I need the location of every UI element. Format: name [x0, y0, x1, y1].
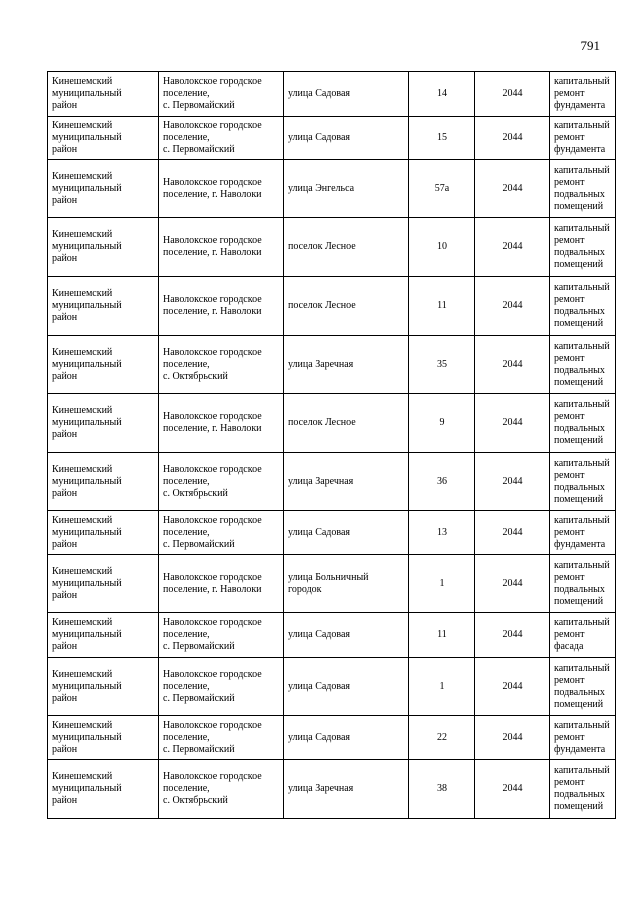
settlement-cell-text: Наволокское городское поселение, г. Наволоки [163, 176, 262, 200]
district-cell-text: Кинешемский муниципальный район [52, 170, 122, 206]
work-type-cell [550, 555, 616, 613]
house-number-cell-text: 13 [437, 526, 447, 538]
work-type-cell [550, 760, 616, 819]
street-cell [284, 218, 409, 277]
street-cell-text: поселок Лесное [288, 417, 356, 428]
house-number-cell [409, 716, 475, 760]
work-type-cell-text: капитальный ремонт подвальных помещений [554, 340, 610, 388]
settlement-cell [159, 336, 284, 394]
year-cell [475, 277, 550, 336]
settlement-cell [159, 160, 284, 218]
work-type-cell-text: капитальный ремонт подвальных помещений [554, 399, 610, 446]
street-cell [284, 336, 409, 394]
settlement-cell [159, 760, 284, 819]
work-type-cell [550, 336, 616, 394]
work-type-cell-text: капитальный ремонт подвальных помещений [554, 559, 610, 607]
house-number-cell [409, 394, 475, 453]
house-number-cell [409, 760, 475, 819]
table-row [48, 760, 616, 819]
district-cell [48, 453, 159, 511]
work-type-cell-text: капитальный ремонт фундамента [554, 120, 610, 155]
street-cell-text: улица Заречная [288, 783, 354, 794]
work-type-cell-text: капитальный ремонт подвальных помещений [554, 457, 610, 505]
house-number-cell [409, 336, 475, 394]
year-cell [475, 760, 550, 819]
year-cell-text: 2044 [502, 241, 523, 252]
house-number-cell-text: 9 [439, 417, 445, 428]
street-cell [284, 555, 409, 613]
year-cell [475, 218, 550, 277]
work-type-cell [550, 218, 616, 277]
house-number-cell-text: 11 [437, 629, 447, 640]
house-number-cell [409, 511, 475, 555]
work-type-cell [550, 613, 616, 658]
table-row [48, 72, 616, 117]
house-number-cell [409, 160, 475, 218]
settlement-cell-text: Наволокское городское поселение, г. Наволоки [163, 294, 262, 317]
year-cell [475, 511, 550, 555]
street-cell-text: улица Садовая [288, 731, 351, 743]
settlement-cell-text: Наволокское городское поселение, г. Наволоки [163, 571, 262, 595]
year-cell-text: 2044 [502, 577, 523, 589]
district-cell [48, 72, 159, 117]
street-cell-text: улица Садовая [288, 132, 351, 143]
district-cell [48, 613, 159, 658]
street-cell [284, 117, 409, 160]
work-type-cell-text: капитальный ремонт подвальных помещений [554, 223, 610, 270]
house-number-cell-text: 1 [439, 577, 445, 589]
year-cell [475, 117, 550, 160]
year-cell-text: 2044 [502, 475, 523, 487]
settlement-cell-text: Наволокское городское поселение, с. Первомайский [163, 668, 262, 704]
house-number-cell-text: 35 [437, 358, 447, 370]
settlement-cell-text: Наволокское городское поселение, с. Первомайский [163, 514, 262, 550]
table-row [48, 336, 616, 394]
work-type-cell [550, 716, 616, 760]
district-cell [48, 511, 159, 555]
year-cell-text: 2044 [502, 417, 523, 428]
street-cell [284, 72, 409, 117]
settlement-cell-text: Наволокское городское поселение, с. Первомайский [163, 617, 262, 652]
district-cell-text: Кинешемский муниципальный район [52, 288, 122, 323]
district-cell-text: Кинешемский муниципальный район [52, 514, 122, 550]
street-cell [284, 658, 409, 716]
settlement-cell [159, 658, 284, 716]
work-type-cell [550, 117, 616, 160]
year-cell-text: 2044 [502, 300, 523, 311]
house-number-cell-text: 57а [434, 182, 450, 194]
street-cell-text: улица Заречная [288, 358, 354, 370]
settlement-cell [159, 555, 284, 613]
street-cell [284, 760, 409, 819]
page-number: 791 [580, 38, 600, 53]
table-row [48, 160, 616, 218]
year-cell [475, 453, 550, 511]
district-cell-text: Кинешемский муниципальный район [52, 120, 122, 155]
work-type-cell [550, 511, 616, 555]
district-cell-text: Кинешемский муниципальный район [52, 719, 122, 755]
house-number-cell-text: 22 [437, 731, 447, 743]
district-cell [48, 555, 159, 613]
table-row [48, 613, 616, 658]
settlement-cell-text: Наволокское городское поселение, с. Первомайский [163, 719, 262, 755]
street-cell-text: улица Больничный городок [288, 571, 369, 595]
year-cell-text: 2044 [502, 783, 523, 794]
work-type-cell [550, 394, 616, 453]
house-number-cell-text: 36 [437, 475, 447, 487]
repair-schedule-table [47, 71, 616, 819]
district-cell [48, 658, 159, 716]
settlement-cell-text: Наволокское городское поселение, г. Наволоки [163, 411, 262, 434]
settlement-cell [159, 72, 284, 117]
table-row [48, 658, 616, 716]
district-cell [48, 760, 159, 819]
district-cell-text: Кинешемский муниципальный район [52, 405, 122, 440]
year-cell [475, 394, 550, 453]
year-cell-text: 2044 [502, 680, 523, 692]
house-number-cell [409, 555, 475, 613]
settlement-cell-text: Наволокское городское поселение, г. Наволоки [163, 235, 262, 258]
settlement-cell-text: Наволокское городское поселение, с. Октябрьский [163, 346, 262, 382]
settlement-cell [159, 613, 284, 658]
street-cell-text: улица Садовая [288, 680, 351, 692]
table-body [48, 72, 616, 819]
work-type-cell-text: капитальный ремонт фасада [554, 617, 610, 652]
work-type-cell-text: капитальный ремонт фундамента [554, 514, 610, 550]
street-cell-text: поселок Лесное [288, 300, 356, 311]
district-cell-text: Кинешемский муниципальный район [52, 229, 122, 264]
street-cell-text: поселок Лесное [288, 241, 356, 252]
district-cell-text: Кинешемский муниципальный район [52, 771, 122, 806]
settlement-cell [159, 117, 284, 160]
work-type-cell-text: капитальный ремонт подвальных помещений [554, 662, 610, 710]
year-cell [475, 613, 550, 658]
year-cell [475, 160, 550, 218]
street-cell-text: улица Энгельса [288, 182, 355, 194]
district-cell-text: Кинешемский муниципальный район [52, 617, 122, 652]
house-number-cell [409, 277, 475, 336]
house-number-cell-text: 11 [437, 300, 447, 311]
street-cell-text: улица Заречная [288, 475, 354, 487]
house-number-cell-text: 38 [437, 783, 447, 794]
settlement-cell [159, 511, 284, 555]
street-cell [284, 160, 409, 218]
house-number-cell-text: 15 [437, 132, 447, 143]
year-cell-text: 2044 [502, 132, 523, 143]
table-row [48, 555, 616, 613]
settlement-cell [159, 716, 284, 760]
year-cell-text: 2044 [502, 182, 523, 194]
year-cell-text: 2044 [502, 526, 523, 538]
street-cell [284, 453, 409, 511]
district-cell [48, 117, 159, 160]
street-cell [284, 511, 409, 555]
year-cell [475, 658, 550, 716]
house-number-cell [409, 613, 475, 658]
work-type-cell [550, 160, 616, 218]
work-type-cell-text: капитальный ремонт подвальных помещений [554, 765, 610, 812]
settlement-cell [159, 453, 284, 511]
house-number-cell-text: 10 [437, 241, 447, 252]
settlement-cell-text: Наволокское городское поселение, с. Первомайский [163, 76, 262, 111]
street-cell-text: улица Садовая [288, 629, 351, 640]
work-type-cell [550, 658, 616, 716]
work-type-cell-text: капитальный ремонт подвальных помещений [554, 164, 610, 212]
district-cell [48, 336, 159, 394]
district-cell [48, 394, 159, 453]
house-number-cell-text: 14 [437, 88, 447, 99]
settlement-cell-text: Наволокское городское поселение, с. Октябрьский [163, 771, 262, 806]
street-cell-text: улица Садовая [288, 526, 351, 538]
year-cell [475, 72, 550, 117]
table-row [48, 218, 616, 277]
house-number-cell-text: 1 [439, 680, 445, 692]
street-cell [284, 394, 409, 453]
district-cell-text: Кинешемский муниципальный район [52, 346, 122, 382]
house-number-cell [409, 453, 475, 511]
district-cell-text: Кинешемский муниципальный район [52, 565, 122, 601]
settlement-cell [159, 277, 284, 336]
house-number-cell [409, 218, 475, 277]
work-type-cell-text: капитальный ремонт подвальных помещений [554, 282, 610, 329]
street-cell-text: улица Садовая [288, 88, 351, 99]
settlement-cell-text: Наволокское городское поселение, с. Первомайский [163, 120, 262, 155]
table-row [48, 277, 616, 336]
year-cell-text: 2044 [502, 629, 523, 640]
work-type-cell [550, 72, 616, 117]
district-cell [48, 716, 159, 760]
district-cell-text: Кинешемский муниципальный район [52, 668, 122, 704]
house-number-cell [409, 72, 475, 117]
district-cell-text: Кинешемский муниципальный район [52, 463, 122, 499]
work-type-cell-text: капитальный ремонт фундамента [554, 76, 610, 111]
house-number-cell [409, 117, 475, 160]
district-cell [48, 218, 159, 277]
year-cell-text: 2044 [502, 358, 523, 370]
year-cell-text: 2044 [502, 88, 523, 99]
settlement-cell-text: Наволокское городское поселение, с. Октябрьский [163, 463, 262, 499]
house-number-cell [409, 658, 475, 716]
year-cell [475, 336, 550, 394]
street-cell [284, 277, 409, 336]
district-cell [48, 277, 159, 336]
year-cell-text: 2044 [502, 731, 523, 743]
table-row [48, 453, 616, 511]
table-row [48, 394, 616, 453]
table-row [48, 716, 616, 760]
table-row [48, 117, 616, 160]
work-type-cell-text: капитальный ремонт фундамента [554, 719, 610, 755]
street-cell [284, 613, 409, 658]
year-cell [475, 716, 550, 760]
district-cell [48, 160, 159, 218]
settlement-cell [159, 394, 284, 453]
street-cell [284, 716, 409, 760]
year-cell [475, 555, 550, 613]
table-row [48, 511, 616, 555]
work-type-cell [550, 277, 616, 336]
work-type-cell [550, 453, 616, 511]
settlement-cell [159, 218, 284, 277]
district-cell-text: Кинешемский муниципальный район [52, 76, 122, 111]
